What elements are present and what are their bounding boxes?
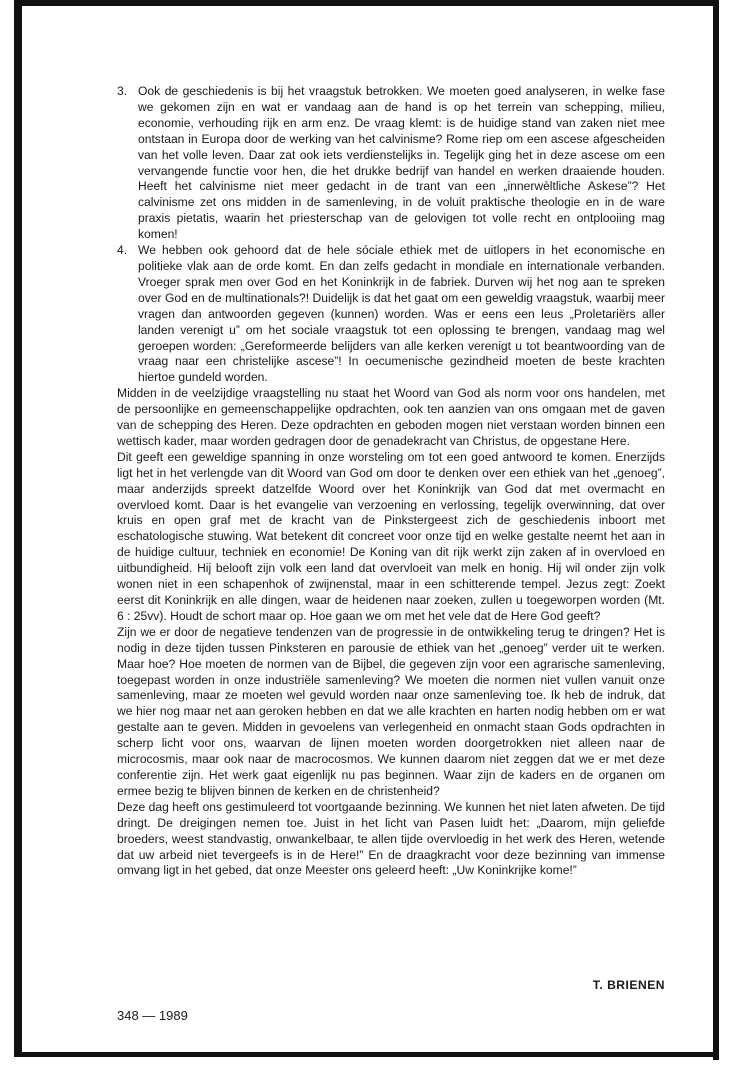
item-text: Ook de geschiedenis is bij het vraagstuk betrokken. We moeten goed analyseren, in welke fase we gekomen zijn en wat er vandaag aan de hand is op het terrein van schepping, milieu, economie, verhouding rijk en arm enz. De vraag klemt: is de huidige stand van zaken niet mee ontstaan in Europa door de werking van het calvinisme? Rome riep om een ascese afgescheiden van het volle leven. Daar zat ook iets verdienstelijks in. Tegelijk ging het in deze ascese om een vervangende functie voor hen, die het drukke bedrijf van handel en werken draaiende houden. Heeft het calvinisme niet meer gedacht in de trant van een „innerwèltliche Askese”? Het calvinisme zet ons midden in de samenleving, in de voluit praktische theologie en in de ware praxis pietatis, waarin het priesterschap van de gelovigen tot volle recht en ontplooiing mag komen! — [138, 84, 665, 242]
article-body — [117, 84, 665, 879]
page-footer: 348 — 1989 — [117, 1008, 188, 1023]
paragraph: Dit geeft een geweldige spanning in onze worsteling om tot een goed antwoord te komen. Enerzijds ligt het in het verlengde van dit Woord van God om door te denken over een ethiek van het „genoeg”, maar anderzijds spreekt datzelfde Woord over het Koninkrijk van God dat met overmacht en overvloed komt. Daar is het evangelie van verzoening en verlossing, tegelijk overwinning, dat over kruis en open graf met de kracht van de Pinkstergeest zich de geschiedenis inboort met eschatologische stuwing. Wat betekent dit concreet voor onze tijd en welke gestalte neemt het aan in de huidige cultuur, techniek en economie! De Koning van dit rijk werkt zijn zaken af in overvloed en uitbundigheid. Hij belooft zijn volk een land dat overvloeit van melk en honig. Hij wil onder zijn volk wonen niet in een schapenhok of zwijnenstal, maar in een schitterende tempel. Jezus zegt: Zoekt eerst dit Koninkrijk en alle dingen, waar de heidenen naar zoeken, zullen u toegeworpen worden (Mt. 6 : 25vv). Houdt de schort maar op. Hoe gaan we om met het vele dat de Here God geeft? — [117, 449, 665, 623]
item-number: 4. — [117, 243, 128, 258]
numbered-item-4 — [117, 243, 665, 386]
item-number: 3. — [117, 84, 128, 98]
item-text: We hebben ook gehoord dat de hele sóciale ethiek met de uitlopers in het economische en politieke vlak aan de orde komt. En dan zelfs gedacht in mondiale en internationale verbanden. Vroeger sprak men over God en het Koninkrijk in de fabriek. Durven wij het nog aan te spreken over God en de multinationals?! Duidelijk is dat het gaat om een geweldig vraagstuk, waarbij meer vragen dan antwoorden gegeven (kunnen) worden. Was er eens een leus „Proletariërs aller landen verenigt u” om het sociale vraagstuk tot een oplossing te brengen, vandaag mag wel geroepen worden: „Gereformeerde belijders van alle kerken verenigt u tot beantwoording van de vraag naar een christelijke ascese”! In oecumenische gezindheid moeten de beste krachten hiertoe gundeld worden. — [138, 243, 665, 385]
scan-border-left — [14, 0, 22, 1056]
scan-border-bottom — [14, 1052, 719, 1057]
paragraph: Midden in de veelzijdige vraagstelling nu staat het Woord van God als norm voor ons handelen, met de persoonlijke en gemeenschappelijke opdrachten, ook ten aanzien van ons omgaan met de gaven van de schepping des Heren. Deze opdrachten en geboden mogen niet verstaan worden binnen een wettisch kader, maar worden gedragen door de genadekracht van Christus, de opgestane Here. — [117, 386, 665, 448]
paragraph: Deze dag heeft ons gestimuleerd tot voortgaande bezinning. We kunnen het niet laten afweten. De tijd dringt. De dreigingen nemen toe. Juist in het licht van Pasen luidt het: „Daarom, mijn geliefde broeders, weest standvastig, onwankelbaar, te allen tijde overvloedig in het werk des Heren, wetende dat uw arbeid niet tevergeefs is in de Here!” En de draagkracht voor deze bezinning van immense omvang ligt in het gebed, dat onze Meester ons geleerd heeft: „Uw Koninkrijke kome!” — [117, 799, 665, 878]
paragraph: Zijn we er door de negatieve tendenzen van de progressie in de ontwikkeling terug te dringen? Het is nodig in deze tijden tussen Pinksteren en parousie de ethiek van het „genoeg” verder uit te werken. Maar hoe? Hoe moeten de normen van de Bijbel, die gegeven zijn voor een agrarische samenleving, toegepast worden in onze industriële samenleving? We moeten die normen niet vullen vanuit onze samenleving, maar ze moeten wel gevuld worden naar onze samenleving toe. Ik heb de indruk, dat we hier nog maar net aan geroken hebben en dat we alle krachten en harten nodig hebben om er wat gestalte aan te geven. Midden in gevoelens van verlegenheid en onmacht staan Gods opdrachten in scherp licht voor ons, waarvan de lijnen moeten worden doorgetrokken niet alleen naar de microcosmis, maar ook naar de macrocosmos. We kunnen daarom niet zeggen dat we er met deze conferentie zijn. Het werk gaat eigenlijk nu pas beginnen. Waar zijn de kaders en de organen om ermee bezig te blijven binnen de kerken en de christenheid? — [117, 624, 665, 798]
scan-border-right — [713, 0, 719, 1060]
numbered-item-3 — [117, 84, 665, 243]
scan-border-top — [14, 0, 718, 6]
author-signature: T. BRIENEN — [592, 978, 665, 992]
